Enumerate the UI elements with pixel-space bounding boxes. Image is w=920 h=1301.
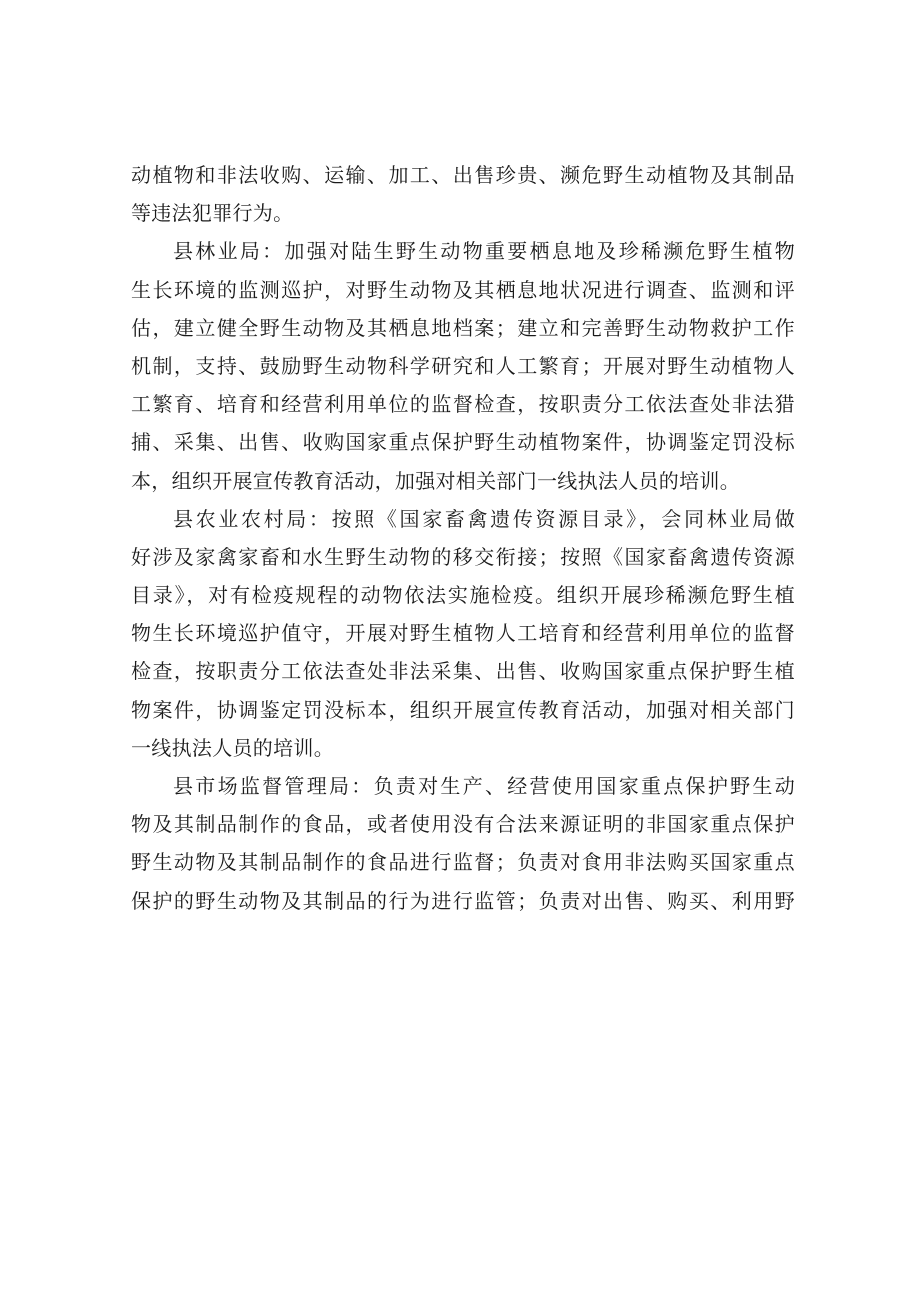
text-line: 保护的野生动物及其制品的行为进行监管；负责对出售、购买、利用野	[131, 888, 795, 913]
text-line: 物案件，协调鉴定罚没标本，组织开展宣传教育活动，加强对相关部门	[131, 697, 795, 722]
text-line: 工繁育、培育和经营利用单位的监督检查，按职责分工依法查处非法猎	[131, 392, 795, 417]
text-line: 目录》，对有检疫规程的动物依法实施检疫。组织开展珍稀濒危野生植	[131, 583, 795, 608]
text-line: 一线执法人员的培训。	[131, 735, 334, 760]
text-line: 野生动物及其制品制作的食品进行监督；负责对食用非法购买国家重点	[131, 850, 795, 875]
text-line: 生长环境的监测巡护，对野生动物及其栖息地状况进行调查、监测和评	[131, 277, 795, 302]
text-line: 好涉及家禽家畜和水生野生动物的移交衔接；按照《国家畜禽遗传资源	[131, 544, 795, 569]
text-line: 本，组织开展宣传教育活动，加强对相关部门一线执法人员的培训。	[131, 468, 740, 493]
paragraph-first-line: 县市场监督管理局：负责对生产、经营使用国家重点保护野生动	[173, 774, 795, 798]
text-line: 物及其制品制作的食品，或者使用没有合法来源证明的非国家重点保护	[131, 812, 795, 837]
text-line: 检查，按职责分工依法查处非法采集、出售、收购国家重点保护野生植	[131, 659, 795, 684]
text-line: 捕、采集、出售、收购国家重点保护野生动植物案件，协调鉴定罚没标	[131, 430, 795, 455]
text-line: 动植物和非法收购、运输、加工、出售珍贵、濒危野生动植物及其制品	[131, 163, 795, 187]
text-line: 物生长环境巡护值守，开展对野生植物人工培育和经营利用单位的监督	[131, 621, 795, 646]
text-line: 机制，支持、鼓励野生动物科学研究和人工繁育；开展对野生动植物人	[131, 353, 795, 378]
text-line: 等违法犯罪行为。	[131, 201, 294, 226]
paragraph-first-line: 县林业局：加强对陆生野生动物重要栖息地及珍稀濒危野生植物	[173, 239, 795, 264]
document-body	[131, 156, 795, 920]
paragraph-first-line: 县农业农村局：按照《国家畜禽遗传资源目录》，会同林业局做	[173, 506, 795, 531]
text-line: 估，建立健全野生动物及其栖息地档案；建立和完善野生动物救护工作	[131, 315, 795, 340]
